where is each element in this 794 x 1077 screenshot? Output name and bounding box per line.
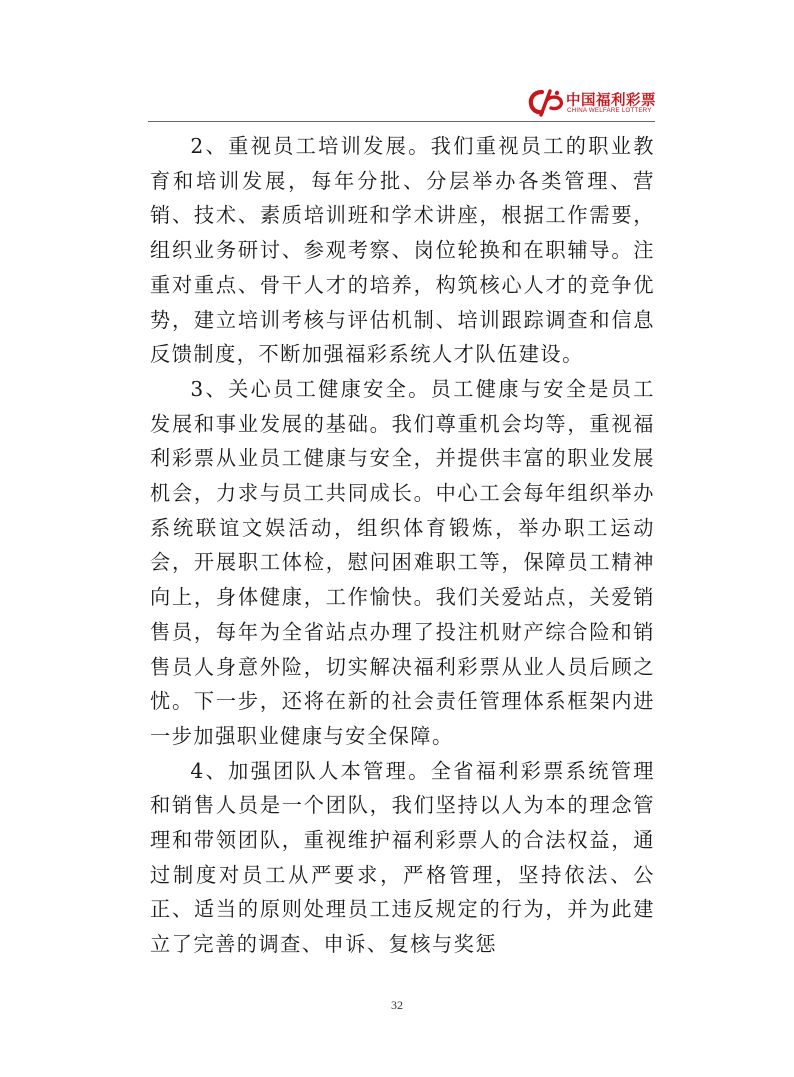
header-logo	[528, 88, 656, 122]
paragraph-health-safety: 3、关心员工健康安全。员工健康与安全是员工发展和事业发展的基础。我们尊重机会均等，重视福利彩票从业员工健康与安全，并提供丰富的职业发展机会，力求与员工共同成长。中心工会每年组织举办系统联谊文娱活动，组织体育锻炼，举办职工运动会，开展职工体检，慰问困难职工等，保障员工精神向上，身体健康，工作愉快。我们关爱站点，关爱销售员，每年为全省站点办理了投注机财产综合险和销售员人身意外险，切实解决福利彩票从业人员后顾之忧。下一步，还将在新的社会责任管理体系框架内进一步加强职业健康与安全保障。	[150, 376, 655, 748]
logo-text-cn: 中国福利彩票	[566, 93, 656, 109]
document-body	[150, 129, 655, 962]
header-divider	[148, 121, 655, 122]
paragraph-team-management: 4、加强团队人本管理。全省福利彩票系统管理和销售人员是一个团队，我们坚持以人为本的理念管理和带领团队，重视维护福利彩票人的合法权益，通过制度对员工从严要求，严格管理，坚持依法、公正、适当的原则处理员工违反规定的行为，并为此建立了完善的调查、申诉、复核与奖惩	[150, 758, 655, 957]
logo-text-en: CHINA WELFARE LOTTERY	[567, 107, 652, 114]
welfare-lottery-logo-icon	[528, 88, 564, 118]
paragraph-training: 2、重视员工培训发展。我们重视员工的职业教育和培训发展，每年分批、分层举办各类管理、营销、技术、素质培训班和学术讲座，根据工作需要，组织业务研讨、参观考察、岗位轮换和在职辅导。注重对重点、骨干人才的培养，构筑核心人才的竞争优势，建立培训考核与评估机制、培训跟踪调查和信息反馈制度，不断加强福彩系统人才队伍建设。	[150, 134, 655, 367]
page-number: 32	[391, 998, 403, 1012]
